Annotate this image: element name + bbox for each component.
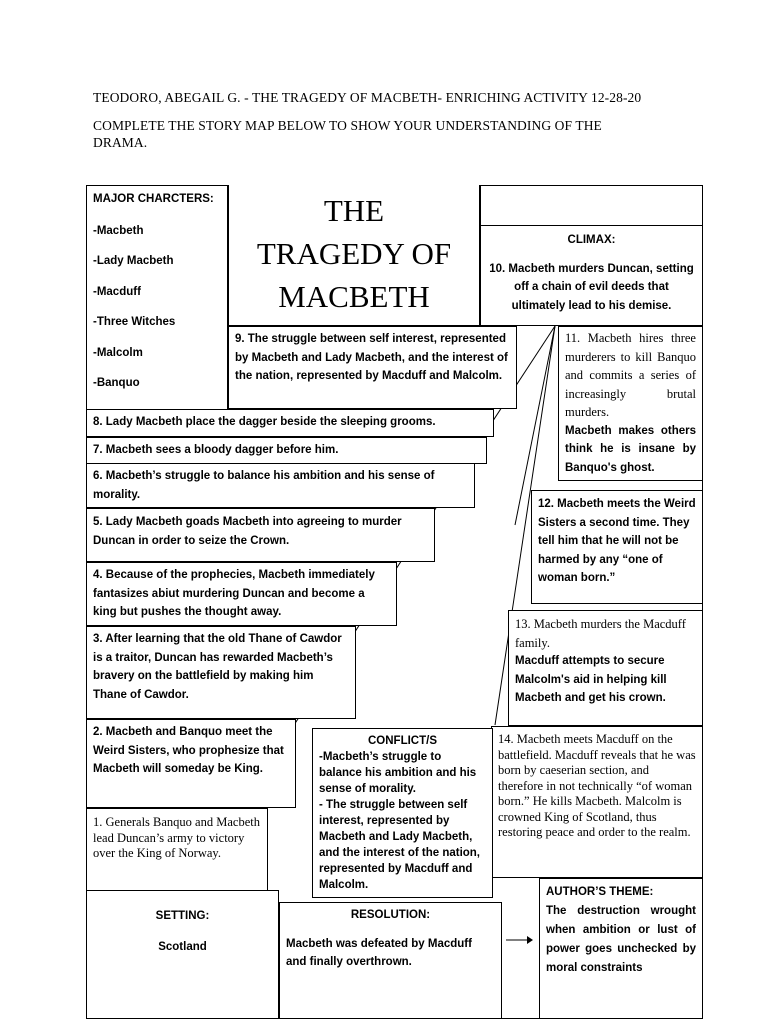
- theme-text: The destruction wrought when ambition or lust of power goes unchecked by moral constraints: [546, 905, 696, 974]
- author-theme-box: [539, 878, 703, 1019]
- document-header-line: TEODORO, ABEGAIL G. - THE TRAGEDY OF MACBETH- ENRICHING ACTIVITY 12-28-20: [93, 90, 642, 105]
- climax-heading: CLIMAX:: [567, 234, 616, 246]
- character-item: -Macbeth: [93, 224, 144, 237]
- instructions-line-1: COMPLETE THE STORY MAP BELOW TO SHOW YOUR UNDERSTANDING OF THE: [93, 118, 602, 133]
- setting-heading: SETTING:: [155, 910, 210, 922]
- event-6-text: 6. Macbeth’s struggle to balance his ambition and his sense of morality.: [93, 470, 435, 501]
- character-item: -Malcolm: [93, 346, 143, 359]
- instructions-line-2: DRAMA.: [93, 135, 148, 150]
- event-13-bold-text: Macduff attempts to secure Malcolm's aid in helping kill Macbeth and get his crown.: [515, 655, 667, 704]
- title-line-2: TRAGEDY OF: [256, 236, 452, 271]
- character-item: -Three Witches: [93, 316, 176, 328]
- theme-heading: AUTHOR’S THEME:: [546, 886, 654, 898]
- event-11-bold-text: Macbeth makes others think he is insane by Banquo's ghost.: [565, 424, 696, 474]
- event-7-text: 7. Macbeth sees a bloody dagger before him.: [93, 444, 339, 456]
- event-14-text: 14. Macbeth meets Macduff on the battlefield. Macduff reveals that he was born by caeserian section, and therefore in not technically “of woman born.” He kills Macbeth. Malcolm is crowned King of Scotland, thus restoring peace and order to the realm.: [498, 732, 696, 839]
- event-1-text: 1. Generals Banquo and Macbeth lead Duncan’s army to victory over the King of Norway.: [93, 815, 260, 860]
- event-2-text: 2. Macbeth and Banquo meet the Weird Sisters, who prophesize that Macbeth will someday be King.: [93, 726, 284, 775]
- event-9-text: 9. The struggle between self interest, represented by Macbeth and Lady Macbeth, and the interest of the nation, represented by Macduff and Malcolm.: [235, 333, 508, 382]
- event-4-text: 4. Because of the prophecies, Macbeth immediately fantasizes abiut murdering Duncan and become a king but pushes the thought away.: [93, 569, 375, 618]
- character-item: -Macduff: [93, 285, 141, 298]
- title-line-3: MACBETH: [278, 279, 430, 314]
- resolution-heading: RESOLUTION:: [350, 909, 431, 921]
- event-8-text: 8. Lady Macbeth place the dagger beside the sleeping grooms.: [93, 416, 436, 428]
- character-item: -Banquo: [93, 377, 140, 389]
- event-13-text: 13. Macbeth murders the Macduff family.: [515, 617, 686, 650]
- conflict-heading: CONFLICT/S: [368, 735, 437, 747]
- characters-heading: MAJOR CHARCTERS:: [93, 193, 214, 205]
- climax-text: 10. Macbeth murders Duncan, setting off a chain of evil deeds that ultimately lead to his demise.: [489, 262, 694, 312]
- event-3-text: 3. After learning that the old Thane of Cawdor is a traitor, Duncan has rewarded Macbeth’s bravery on the battlefield by making him Thane of Cawdor.: [93, 633, 342, 701]
- conflict-item-2: - The struggle between self interest, represented by Macbeth and Lady Macbeth, and the interest of the nation, represented by Macduff and Malcolm.: [319, 799, 481, 891]
- resolution-text: Macbeth was defeated by Macduff and finally overthrown.: [286, 937, 472, 968]
- event-5-text: 5. Lady Macbeth goads Macbeth into agreeing to murder Duncan in order to seize the Crown.: [93, 516, 402, 547]
- conflict-item-1: -Macbeth’s struggle to balance his ambition and his sense of morality.: [319, 751, 477, 795]
- title-line-1: THE: [323, 193, 385, 228]
- event-11-text: 11. Macbeth hires three murderers to kill Banquo and commits a series of increasingly brutal murders.: [565, 331, 696, 419]
- setting-value: Scotland: [158, 940, 207, 953]
- character-item: -Lady Macbeth: [93, 255, 174, 267]
- event-12-text: 12. Macbeth meets the Weird Sisters a second time. They tell him that he will not be harmed by any “one of woman born.”: [538, 498, 696, 584]
